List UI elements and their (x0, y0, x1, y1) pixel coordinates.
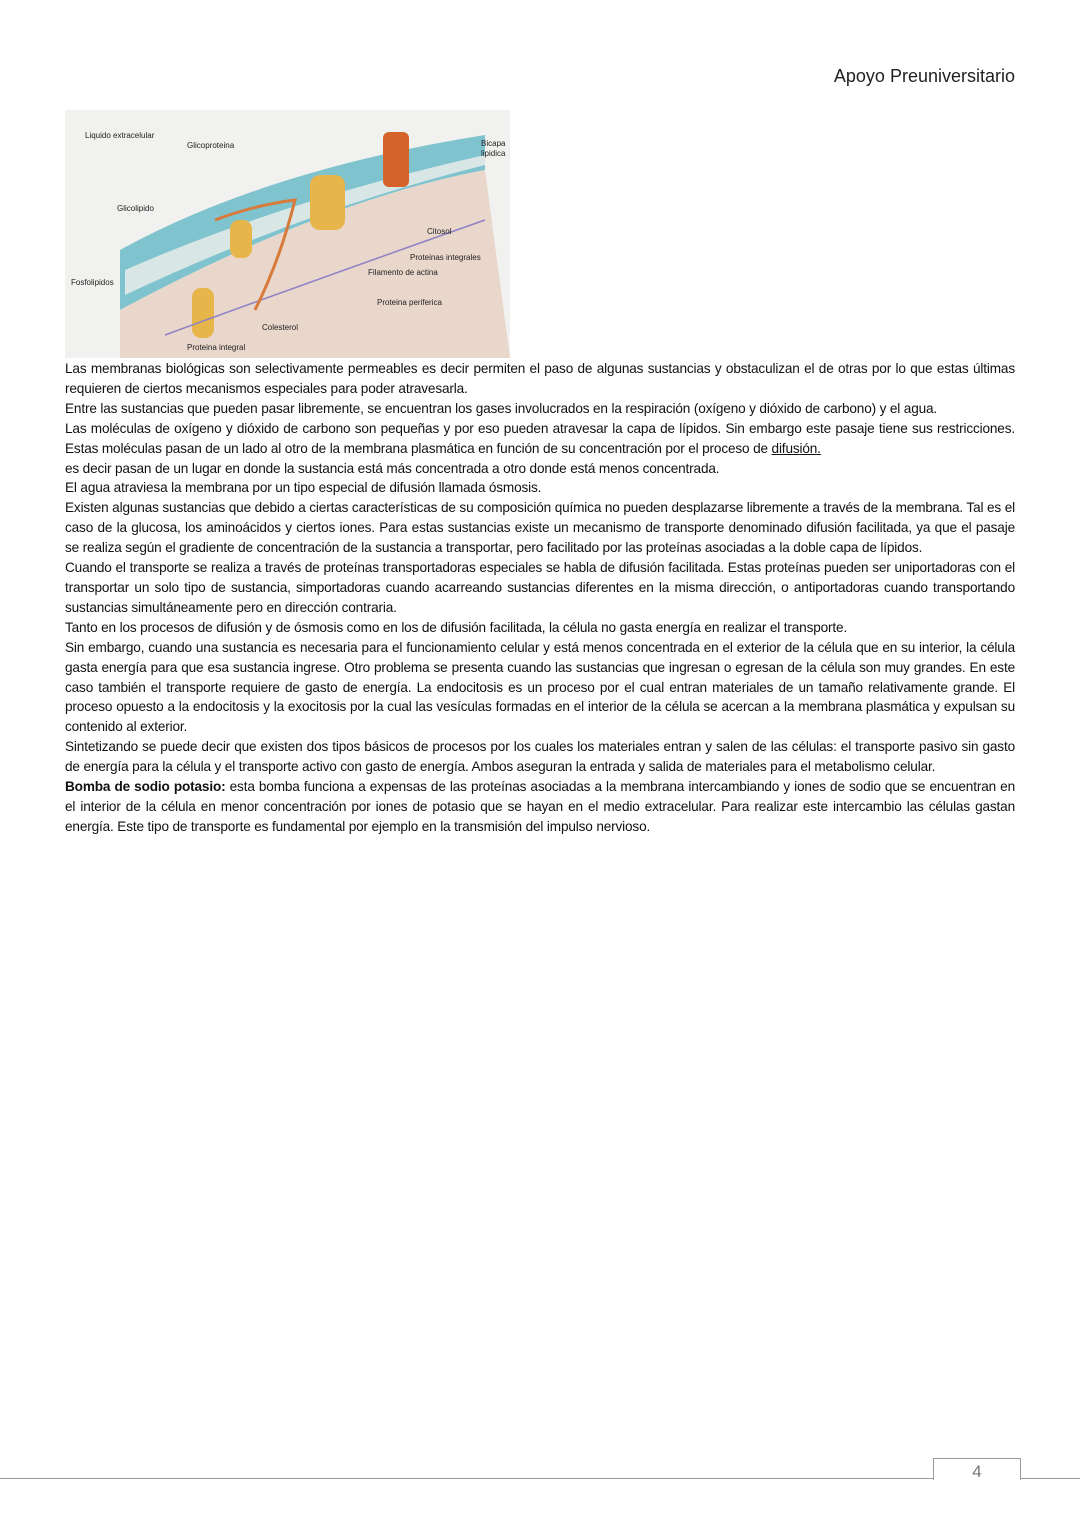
page-number: 4 (933, 1458, 1021, 1480)
integral-protein-shape (192, 288, 214, 338)
label-glicoproteina: Glicoproteina (187, 141, 235, 150)
bold-term: Bomba de sodio potasio: (65, 779, 226, 795)
label-bicapa: Bicapa (481, 139, 506, 148)
label-liquido-extracelular: Liquido extracelular (85, 131, 155, 140)
label-fosfolipidos: Fosfolipidos (71, 278, 114, 287)
paragraph: Tanto en los procesos de difusión y de ósmosis como en los de difusión facilitada, la célula no gasta energía en realizar el transporte. (65, 619, 848, 635)
paragraph: Las membranas biológicas son selectivamente permeables es decir permiten el paso de algunas sustancias y obstaculizan el de otras por lo que estas últimas requieren de ciertos mecanismos especiales para poder atravesarla. (65, 361, 1015, 396)
paragraph-text: Las moléculas de oxígeno y dióxido de carbono son pequeñas y por eso pueden atravesar la capa de lípidos. Sin embargo este pasaje tiene sus restricciones. Estas moléculas pasan de un lado al otro de la membrana plasmática en función de su concentración por el proceso de (65, 420, 1015, 456)
paragraph: Entre las sustancias que pueden pasar libremente, se encuentran los gases involucrados en la respiración (oxígeno y dióxido de carbono) y el agua. (65, 400, 938, 416)
footer-divider (0, 1478, 1080, 1479)
paragraph (65, 777, 1015, 837)
label-proteinas-integrales: Proteinas integrales (410, 253, 481, 262)
paragraph (65, 419, 1015, 459)
paragraph-text: esta bomba funciona a expensas de las proteínas asociadas a la membrana intercambiando y iones de sodio que se encuentran en el interior de la célula en menor concentración por iones de potasio que se hayan en el medio extracelular. Para realizar este intercambio las células gastan energía. Este tipo de transporte es fundamental por ejemplo en la transmisión del impulso nervioso. (65, 779, 1015, 834)
label-glicolipido: Glicolipido (117, 204, 154, 213)
paragraph: es decir pasan de un lugar en donde la sustancia está más concentrada a otro donde está menos concentrada. (65, 460, 720, 476)
protein-shape (230, 220, 252, 258)
difusion-link[interactable]: difusión. (771, 440, 821, 456)
paragraph: Existen algunas sustancias que debido a ciertas características de su composición química no pueden desplazarse libremente a través de la membrana. Tal es el caso de la glucosa, los aminoácidos y ciertos iones. Para estas sustancias existe un mecanismo de transporte denominado difusión facilitada, ya que el pasaje se realiza según el gradiente de concentración de la sustancia a transportar, pero facilitado por las proteínas asociadas a la doble capa de lípidos. (65, 500, 1015, 556)
membrane-illustration (65, 110, 510, 358)
paragraph: El agua atraviesa la membrana por un tipo especial de difusión llamada ósmosis. (65, 480, 542, 496)
label-lipidica: lipidica (481, 149, 506, 158)
paragraph: Sin embargo, cuando una sustancia es necesaria para el funcionamiento celular y está menos concentrada en el exterior de la célula que en su interior, la célula gasta energía para que esa sustancia ingrese. Otro problema se presenta cuando las sustancias que ingresan o egresan de la célula son muy grandes. En este caso también el transporte requiere de gasto de energía. La endocitosis es un proceso por el cual entran materiales de un tamaño relativamente grande. El proceso opuesto a la endocitosis y la exocitosis por la cual las vesículas formadas en el interior de la célula se acercan a la membrana plasmática y expulsan su contenido al exterior. (65, 639, 1015, 735)
cell-membrane-diagram (65, 110, 510, 358)
label-proteina-integral: Proteina integral (187, 343, 246, 352)
header-title: Apoyo Preuniversitario (833, 66, 1015, 86)
paragraph: Sintetizando se puede decir que existen dos tipos básicos de procesos por los cuales los materiales entran y salen de las células: el transporte pasivo sin gasto de energía para la célula y el transporte activo con gasto de energía. Ambos aseguran la entrada y salida de materiales para el metabolismo celular. (65, 739, 1015, 775)
document-body (65, 359, 1015, 837)
paragraph: Cuando el transporte se realiza a través de proteínas transportadoras especiales se habla de difusión facilitada. Estas proteínas pueden ser uniportadoras con el transportar un solo tipo de sustancia, simportadoras cuando acarreando sustancias diferentes en la misma dirección, o antiportadoras cuando transportando sustancias simultáneamente pero en dirección contraria. (65, 560, 1015, 615)
label-citosol: Citosol (427, 227, 452, 236)
protein-shape (310, 175, 345, 230)
transmembrane-protein-shape (383, 132, 409, 187)
label-colesterol: Colesterol (262, 323, 299, 332)
label-proteina-periferica: Proteina periferica (377, 298, 442, 307)
label-filamento-actina: Filamento de actina (368, 268, 438, 277)
